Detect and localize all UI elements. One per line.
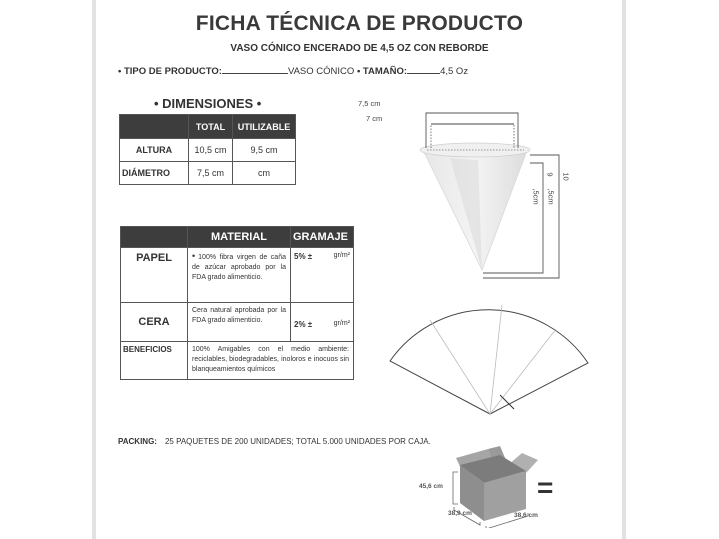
table-row	[121, 303, 354, 342]
materials-col-header: GRAMAJE	[291, 227, 354, 248]
size-value: 4,5 Oz	[440, 66, 469, 77]
gramaje-value: 2% ±	[294, 319, 313, 329]
product-type-underline	[222, 64, 288, 74]
height-dimension	[453, 472, 458, 504]
bullet: •	[192, 251, 196, 261]
table-row	[121, 342, 354, 380]
dimensions-header-row	[120, 115, 296, 139]
dimensions-col-header	[120, 115, 189, 139]
dimensions-table	[119, 114, 296, 185]
gramaje-cell	[291, 248, 354, 303]
total-value: 10,5 cm	[189, 139, 233, 162]
gramaje-value: 5% ±	[294, 252, 313, 261]
packing-text: 25 PAQUETES DE 200 UNIDADES; TOTAL 5.000 UNIDADES POR CAJA.	[164, 437, 431, 446]
materials-col-header	[121, 227, 188, 248]
usable-value: 9,5 cm	[233, 139, 296, 162]
page-edge-left	[92, 0, 96, 539]
cone-diagram	[400, 100, 590, 285]
inner-diameter-label: 7 cm	[366, 114, 383, 123]
page-subtitle: VASO CÓNICO ENCERADO DE 4,5 OZ CON REBORDE	[230, 43, 489, 54]
outer-height-label-a: 10	[561, 172, 571, 181]
usable-value: cm	[233, 162, 296, 185]
materials-col-header: MATERIAL	[188, 227, 291, 248]
table-row	[121, 248, 354, 303]
row-label: DIÁMETRO	[120, 162, 189, 185]
gramaje-unit: gr/m²	[333, 319, 350, 327]
material-text: 100% fibra virgen de caña de azúcar aprobado por la FDA grado alimenticio.	[192, 254, 286, 281]
size-label: • TAMAÑO:	[356, 66, 408, 77]
row-label: BENEFICIOS	[121, 342, 188, 380]
benefits-text: 100% Amigables con el medio ambiente: reciclables, biodegradables, inoloros e inocuos sin blanqueamientos químicos	[188, 342, 354, 380]
sector-outline	[390, 310, 588, 414]
product-type-label: • TIPO DE PRODUCTO:	[118, 66, 222, 77]
outer-height-label-b: ,5cm	[546, 188, 556, 205]
inner-height-label-a: 9	[545, 172, 555, 177]
dimensions-col-header: UTILIZABLE	[233, 115, 296, 139]
dimensions-heading: • DIMENSIONES •	[154, 96, 262, 111]
product-type-value: VASO CÓNICO	[287, 66, 355, 77]
materials-header-row	[121, 227, 354, 248]
inner-height-label-b: ,5cm	[531, 188, 541, 205]
page-edge-right	[622, 0, 626, 539]
total-value: 7,5 cm	[189, 162, 233, 185]
row-label	[121, 303, 188, 342]
page-title: FICHA TÉCNICA DE PRODUCTO	[195, 12, 524, 35]
dimensions-col-header: TOTAL	[189, 115, 233, 139]
wax-label: CERA	[138, 316, 170, 328]
packing-label: PACKING:	[118, 437, 157, 446]
material-description: Cera natural aprobada por la FDA grado alimenticio.	[188, 303, 291, 342]
material-description	[188, 248, 291, 303]
row-label: ALTURA	[120, 139, 189, 162]
box-width-label: 38,6 cm	[514, 512, 538, 519]
table-row	[120, 139, 296, 162]
equals-sign: =	[537, 472, 554, 503]
outer-diameter-label: 7,5 cm	[358, 99, 381, 108]
cone-template-diagram	[380, 290, 600, 420]
materials-table	[120, 226, 354, 380]
product-info-line	[118, 64, 468, 77]
box-height-label: 45,6 cm	[419, 483, 443, 490]
gramaje-unit: gr/m²	[333, 252, 350, 259]
size-underline	[407, 64, 440, 74]
paper-label: PAPEL	[136, 252, 172, 264]
packing-info	[118, 437, 431, 446]
gramaje-cell	[291, 303, 354, 342]
box-depth-label: 38,9 cm	[448, 510, 472, 517]
table-row	[120, 162, 296, 185]
row-label	[121, 248, 188, 303]
